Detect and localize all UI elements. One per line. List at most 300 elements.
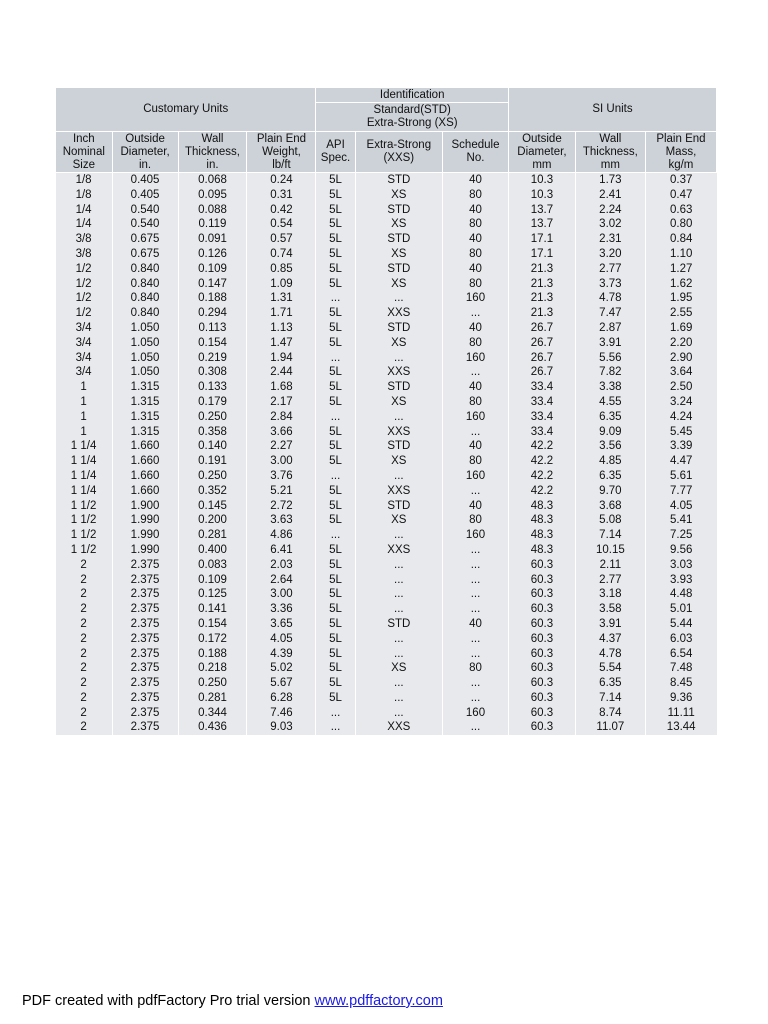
cell-api-spec: ... bbox=[316, 706, 355, 721]
cell-wall-thickness-in: 0.400 bbox=[178, 543, 247, 558]
cell-api-spec: 5L bbox=[316, 395, 355, 410]
table-row bbox=[56, 336, 717, 351]
cell-nominal-size: 1 1/4 bbox=[56, 454, 113, 469]
cell-outside-diameter-in: 1.660 bbox=[112, 484, 178, 499]
cell-wall-thickness-mm: 3.73 bbox=[575, 277, 645, 292]
cell-api-spec: 5L bbox=[316, 691, 355, 706]
cell-wall-thickness-in: 0.352 bbox=[178, 484, 247, 499]
column-header-line: Mass, bbox=[665, 145, 697, 158]
cell-wall-thickness-in: 0.147 bbox=[178, 277, 247, 292]
cell-plain-end-weight: 1.13 bbox=[247, 321, 316, 336]
cell-nominal-size: 2 bbox=[56, 706, 113, 721]
cell-extra-strong: ... bbox=[355, 587, 443, 602]
cell-plain-end-weight: 3.66 bbox=[247, 425, 316, 440]
cell-outside-diameter-mm: 60.3 bbox=[508, 558, 575, 573]
cell-api-spec: 5L bbox=[316, 321, 355, 336]
cell-plain-end-mass: 2.55 bbox=[645, 306, 716, 321]
cell-plain-end-mass: 0.47 bbox=[645, 188, 716, 203]
cell-outside-diameter-in: 2.375 bbox=[112, 573, 178, 588]
cell-plain-end-mass: 9.36 bbox=[645, 691, 716, 706]
cell-extra-strong: XS bbox=[355, 395, 443, 410]
table-row bbox=[56, 351, 717, 366]
cell-nominal-size: 2 bbox=[56, 647, 113, 662]
cell-outside-diameter-mm: 21.3 bbox=[508, 306, 575, 321]
cell-outside-diameter-in: 1.990 bbox=[112, 528, 178, 543]
cell-wall-thickness-in: 0.088 bbox=[178, 203, 247, 218]
cell-schedule-no: ... bbox=[443, 632, 509, 647]
cell-outside-diameter-in: 0.405 bbox=[112, 173, 178, 188]
cell-wall-thickness-in: 0.200 bbox=[178, 513, 247, 528]
table-row bbox=[56, 499, 717, 514]
cell-plain-end-mass: 0.84 bbox=[645, 232, 716, 247]
cell-wall-thickness-in: 0.188 bbox=[178, 647, 247, 662]
cell-wall-thickness-mm: 3.18 bbox=[575, 587, 645, 602]
cell-schedule-no: ... bbox=[443, 587, 509, 602]
cell-wall-thickness-mm: 8.74 bbox=[575, 706, 645, 721]
cell-wall-thickness-mm: 4.78 bbox=[575, 291, 645, 306]
cell-schedule-no: 40 bbox=[443, 232, 509, 247]
cell-outside-diameter-mm: 60.3 bbox=[508, 720, 575, 735]
cell-api-spec: ... bbox=[316, 528, 355, 543]
cell-outside-diameter-mm: 33.4 bbox=[508, 395, 575, 410]
cell-schedule-no: 80 bbox=[443, 247, 509, 262]
cell-wall-thickness-mm: 9.70 bbox=[575, 484, 645, 499]
cell-extra-strong: STD bbox=[355, 439, 443, 454]
cell-nominal-size: 2 bbox=[56, 558, 113, 573]
cell-nominal-size: 3/8 bbox=[56, 247, 113, 262]
cell-nominal-size: 1/8 bbox=[56, 188, 113, 203]
cell-plain-end-mass: 4.47 bbox=[645, 454, 716, 469]
table-row bbox=[56, 528, 717, 543]
cell-outside-diameter-in: 2.375 bbox=[112, 691, 178, 706]
cell-nominal-size: 1 1/2 bbox=[56, 528, 113, 543]
cell-plain-end-weight: 1.94 bbox=[247, 351, 316, 366]
column-header-line: Plain End bbox=[656, 132, 706, 145]
cell-extra-strong: XS bbox=[355, 247, 443, 262]
cell-outside-diameter-in: 0.840 bbox=[112, 262, 178, 277]
cell-plain-end-mass: 5.41 bbox=[645, 513, 716, 528]
cell-plain-end-mass: 8.45 bbox=[645, 676, 716, 691]
column-header-wall-thickness-in bbox=[178, 132, 247, 173]
cell-wall-thickness-in: 0.083 bbox=[178, 558, 247, 573]
cell-wall-thickness-in: 0.154 bbox=[178, 617, 247, 632]
cell-wall-thickness-in: 0.294 bbox=[178, 306, 247, 321]
cell-extra-strong: XS bbox=[355, 454, 443, 469]
cell-plain-end-weight: 1.47 bbox=[247, 336, 316, 351]
cell-extra-strong: ... bbox=[355, 706, 443, 721]
cell-outside-diameter-mm: 10.3 bbox=[508, 188, 575, 203]
cell-api-spec: 5L bbox=[316, 602, 355, 617]
cell-api-spec: 5L bbox=[316, 380, 355, 395]
cell-extra-strong: ... bbox=[355, 691, 443, 706]
cell-wall-thickness-in: 0.125 bbox=[178, 587, 247, 602]
column-header-plain-end-mass bbox=[645, 132, 716, 173]
cell-wall-thickness-in: 0.172 bbox=[178, 632, 247, 647]
cell-wall-thickness-in: 0.436 bbox=[178, 720, 247, 735]
cell-plain-end-mass: 5.01 bbox=[645, 602, 716, 617]
cell-plain-end-mass: 6.54 bbox=[645, 647, 716, 662]
cell-schedule-no: 160 bbox=[443, 469, 509, 484]
column-header-line: Diameter, bbox=[120, 145, 170, 158]
cell-extra-strong: ... bbox=[355, 410, 443, 425]
cell-outside-diameter-mm: 33.4 bbox=[508, 425, 575, 440]
cell-api-spec: ... bbox=[316, 410, 355, 425]
cell-outside-diameter-mm: 26.7 bbox=[508, 365, 575, 380]
cell-outside-diameter-mm: 42.2 bbox=[508, 469, 575, 484]
cell-outside-diameter-in: 1.660 bbox=[112, 439, 178, 454]
cell-api-spec: 5L bbox=[316, 262, 355, 277]
cell-nominal-size: 1 bbox=[56, 380, 113, 395]
column-header-outside-diameter-mm bbox=[508, 132, 575, 173]
cell-extra-strong: XXS bbox=[355, 306, 443, 321]
cell-outside-diameter-in: 2.375 bbox=[112, 587, 178, 602]
cell-wall-thickness-mm: 11.07 bbox=[575, 720, 645, 735]
cell-wall-thickness-mm: 2.87 bbox=[575, 321, 645, 336]
cell-plain-end-weight: 2.84 bbox=[247, 410, 316, 425]
cell-wall-thickness-in: 0.281 bbox=[178, 528, 247, 543]
customary-units-header: Customary Units bbox=[56, 88, 316, 132]
cell-wall-thickness-mm: 4.85 bbox=[575, 454, 645, 469]
table-row bbox=[56, 661, 717, 676]
cell-api-spec: 5L bbox=[316, 454, 355, 469]
cell-outside-diameter-mm: 42.2 bbox=[508, 454, 575, 469]
table-row bbox=[56, 217, 717, 232]
column-header-line: Thickness, bbox=[185, 145, 240, 158]
table-row bbox=[56, 203, 717, 218]
column-header-line: kg/m bbox=[668, 158, 694, 171]
table-row bbox=[56, 691, 717, 706]
cell-schedule-no: 160 bbox=[443, 410, 509, 425]
cell-wall-thickness-mm: 3.20 bbox=[575, 247, 645, 262]
cell-plain-end-weight: 4.86 bbox=[247, 528, 316, 543]
cell-plain-end-mass: 3.24 bbox=[645, 395, 716, 410]
column-header-line: Inch bbox=[72, 132, 95, 145]
cell-api-spec: 5L bbox=[316, 573, 355, 588]
table-row bbox=[56, 365, 717, 380]
cell-plain-end-weight: 4.39 bbox=[247, 647, 316, 662]
cell-extra-strong: STD bbox=[355, 617, 443, 632]
column-header-line: (XXS) bbox=[383, 152, 415, 164]
table-row bbox=[56, 513, 717, 528]
table-row bbox=[56, 720, 717, 735]
cell-plain-end-weight: 5.21 bbox=[247, 484, 316, 499]
cell-plain-end-mass: 1.10 bbox=[645, 247, 716, 262]
cell-outside-diameter-mm: 60.3 bbox=[508, 602, 575, 617]
table-row bbox=[56, 469, 717, 484]
cell-nominal-size: 1/2 bbox=[56, 262, 113, 277]
cell-wall-thickness-mm: 3.68 bbox=[575, 499, 645, 514]
cell-wall-thickness-mm: 10.15 bbox=[575, 543, 645, 558]
cell-schedule-no: ... bbox=[443, 425, 509, 440]
cell-outside-diameter-in: 0.540 bbox=[112, 203, 178, 218]
cell-plain-end-mass: 4.24 bbox=[645, 410, 716, 425]
column-header-line: Extra-Strong bbox=[366, 139, 432, 151]
cell-plain-end-mass: 1.95 bbox=[645, 291, 716, 306]
cell-schedule-no: 80 bbox=[443, 661, 509, 676]
cell-schedule-no: ... bbox=[443, 484, 509, 499]
cell-api-spec: 5L bbox=[316, 365, 355, 380]
cell-outside-diameter-in: 2.375 bbox=[112, 602, 178, 617]
identification-subheader-line: Extra-Strong (XS) bbox=[366, 117, 458, 129]
cell-wall-thickness-in: 0.250 bbox=[178, 469, 247, 484]
cell-nominal-size: 1/2 bbox=[56, 291, 113, 306]
cell-schedule-no: 80 bbox=[443, 513, 509, 528]
cell-outside-diameter-in: 0.840 bbox=[112, 277, 178, 292]
table-row bbox=[56, 706, 717, 721]
cell-api-spec: ... bbox=[316, 291, 355, 306]
cell-plain-end-mass: 9.56 bbox=[645, 543, 716, 558]
cell-nominal-size: 2 bbox=[56, 661, 113, 676]
cell-wall-thickness-mm: 5.56 bbox=[575, 351, 645, 366]
cell-wall-thickness-in: 0.219 bbox=[178, 351, 247, 366]
cell-wall-thickness-mm: 7.82 bbox=[575, 365, 645, 380]
table-row bbox=[56, 647, 717, 662]
cell-api-spec: 5L bbox=[316, 484, 355, 499]
column-header-schedule-no bbox=[443, 132, 509, 173]
cell-outside-diameter-in: 0.840 bbox=[112, 291, 178, 306]
cell-wall-thickness-mm: 2.77 bbox=[575, 262, 645, 277]
cell-outside-diameter-mm: 10.3 bbox=[508, 173, 575, 188]
cell-schedule-no: ... bbox=[443, 306, 509, 321]
cell-api-spec: 5L bbox=[316, 499, 355, 514]
cell-outside-diameter-in: 0.840 bbox=[112, 306, 178, 321]
cell-nominal-size: 3/4 bbox=[56, 336, 113, 351]
cell-extra-strong: XS bbox=[355, 277, 443, 292]
cell-wall-thickness-mm: 6.35 bbox=[575, 469, 645, 484]
cell-wall-thickness-in: 0.145 bbox=[178, 499, 247, 514]
cell-outside-diameter-mm: 21.3 bbox=[508, 291, 575, 306]
cell-plain-end-mass: 0.37 bbox=[645, 173, 716, 188]
cell-schedule-no: ... bbox=[443, 365, 509, 380]
cell-nominal-size: 3/4 bbox=[56, 351, 113, 366]
cell-nominal-size: 2 bbox=[56, 617, 113, 632]
cell-wall-thickness-in: 0.218 bbox=[178, 661, 247, 676]
cell-wall-thickness-mm: 3.91 bbox=[575, 617, 645, 632]
table-row bbox=[56, 380, 717, 395]
cell-outside-diameter-mm: 60.3 bbox=[508, 617, 575, 632]
cell-wall-thickness-mm: 1.73 bbox=[575, 173, 645, 188]
cell-wall-thickness-mm: 2.31 bbox=[575, 232, 645, 247]
cell-extra-strong: ... bbox=[355, 676, 443, 691]
cell-wall-thickness-mm: 3.56 bbox=[575, 439, 645, 454]
cell-nominal-size: 2 bbox=[56, 720, 113, 735]
identification-subheader bbox=[316, 103, 509, 132]
cell-api-spec: 5L bbox=[316, 513, 355, 528]
cell-wall-thickness-mm: 2.24 bbox=[575, 203, 645, 218]
cell-schedule-no: 160 bbox=[443, 706, 509, 721]
cell-plain-end-weight: 2.03 bbox=[247, 558, 316, 573]
cell-extra-strong: ... bbox=[355, 558, 443, 573]
cell-outside-diameter-in: 1.050 bbox=[112, 321, 178, 336]
cell-nominal-size: 1 bbox=[56, 410, 113, 425]
cell-outside-diameter-mm: 33.4 bbox=[508, 380, 575, 395]
cell-plain-end-mass: 13.44 bbox=[645, 720, 716, 735]
table-row bbox=[56, 425, 717, 440]
cell-plain-end-weight: 3.36 bbox=[247, 602, 316, 617]
cell-nominal-size: 1 1/4 bbox=[56, 484, 113, 499]
cell-wall-thickness-in: 0.250 bbox=[178, 676, 247, 691]
cell-outside-diameter-mm: 13.7 bbox=[508, 203, 575, 218]
cell-plain-end-mass: 0.63 bbox=[645, 203, 716, 218]
cell-api-spec: 5L bbox=[316, 203, 355, 218]
cell-outside-diameter-in: 2.375 bbox=[112, 720, 178, 735]
cell-schedule-no: 80 bbox=[443, 277, 509, 292]
cell-api-spec: ... bbox=[316, 720, 355, 735]
cell-outside-diameter-in: 2.375 bbox=[112, 558, 178, 573]
cell-plain-end-weight: 2.44 bbox=[247, 365, 316, 380]
cell-wall-thickness-mm: 3.02 bbox=[575, 217, 645, 232]
cell-outside-diameter-mm: 60.3 bbox=[508, 661, 575, 676]
cell-plain-end-mass: 7.48 bbox=[645, 661, 716, 676]
cell-outside-diameter-mm: 17.1 bbox=[508, 232, 575, 247]
cell-extra-strong: XXS bbox=[355, 365, 443, 380]
cell-outside-diameter-mm: 42.2 bbox=[508, 439, 575, 454]
table-row bbox=[56, 558, 717, 573]
cell-plain-end-weight: 3.65 bbox=[247, 617, 316, 632]
cell-wall-thickness-in: 0.179 bbox=[178, 395, 247, 410]
table-row bbox=[56, 173, 717, 188]
cell-outside-diameter-in: 1.315 bbox=[112, 410, 178, 425]
cell-nominal-size: 1 bbox=[56, 395, 113, 410]
cell-plain-end-weight: 3.00 bbox=[247, 454, 316, 469]
cell-plain-end-weight: 0.85 bbox=[247, 262, 316, 277]
cell-nominal-size: 3/4 bbox=[56, 365, 113, 380]
cell-nominal-size: 2 bbox=[56, 632, 113, 647]
cell-plain-end-weight: 3.63 bbox=[247, 513, 316, 528]
cell-api-spec: 5L bbox=[316, 676, 355, 691]
cell-plain-end-mass: 3.64 bbox=[645, 365, 716, 380]
cell-plain-end-mass: 4.48 bbox=[645, 587, 716, 602]
cell-outside-diameter-in: 1.990 bbox=[112, 543, 178, 558]
cell-plain-end-weight: 5.67 bbox=[247, 676, 316, 691]
table-row bbox=[56, 277, 717, 292]
cell-outside-diameter-in: 1.900 bbox=[112, 499, 178, 514]
cell-extra-strong: XXS bbox=[355, 543, 443, 558]
column-header-line: mm bbox=[600, 158, 620, 171]
identification-header: Identification bbox=[316, 88, 509, 103]
cell-extra-strong: XXS bbox=[355, 720, 443, 735]
table-row bbox=[56, 454, 717, 469]
cell-extra-strong: STD bbox=[355, 232, 443, 247]
cell-api-spec: 5L bbox=[316, 661, 355, 676]
column-header-line: lb/ft bbox=[272, 158, 291, 171]
table-row bbox=[56, 632, 717, 647]
cell-nominal-size: 2 bbox=[56, 691, 113, 706]
column-header-line: No. bbox=[466, 152, 485, 164]
cell-extra-strong: XS bbox=[355, 513, 443, 528]
cell-outside-diameter-in: 2.375 bbox=[112, 632, 178, 647]
table-row bbox=[56, 617, 717, 632]
cell-plain-end-mass: 2.50 bbox=[645, 380, 716, 395]
table-row bbox=[56, 439, 717, 454]
table-row bbox=[56, 543, 717, 558]
column-header-outside-diameter-in bbox=[112, 132, 178, 173]
cell-outside-diameter-in: 0.540 bbox=[112, 217, 178, 232]
cell-plain-end-weight: 0.74 bbox=[247, 247, 316, 262]
cell-extra-strong: ... bbox=[355, 351, 443, 366]
cell-plain-end-mass: 1.62 bbox=[645, 277, 716, 292]
cell-extra-strong: STD bbox=[355, 321, 443, 336]
cell-schedule-no: ... bbox=[443, 647, 509, 662]
cell-wall-thickness-mm: 3.38 bbox=[575, 380, 645, 395]
cell-outside-diameter-in: 2.375 bbox=[112, 617, 178, 632]
cell-api-spec: 5L bbox=[316, 277, 355, 292]
cell-plain-end-weight: 0.57 bbox=[247, 232, 316, 247]
cell-nominal-size: 2 bbox=[56, 587, 113, 602]
cell-plain-end-mass: 0.80 bbox=[645, 217, 716, 232]
cell-outside-diameter-mm: 33.4 bbox=[508, 410, 575, 425]
cell-plain-end-mass: 3.03 bbox=[645, 558, 716, 573]
cell-wall-thickness-in: 0.095 bbox=[178, 188, 247, 203]
cell-outside-diameter-mm: 48.3 bbox=[508, 513, 575, 528]
cell-api-spec: 5L bbox=[316, 247, 355, 262]
column-header-line: Outside bbox=[522, 132, 562, 145]
cell-wall-thickness-mm: 6.35 bbox=[575, 676, 645, 691]
cell-schedule-no: 80 bbox=[443, 454, 509, 469]
cell-plain-end-weight: 0.54 bbox=[247, 217, 316, 232]
table-row bbox=[56, 484, 717, 499]
cell-api-spec: 5L bbox=[316, 173, 355, 188]
cell-plain-end-weight: 3.00 bbox=[247, 587, 316, 602]
cell-api-spec: 5L bbox=[316, 306, 355, 321]
column-header-line: Schedule bbox=[451, 139, 500, 151]
table-row bbox=[56, 291, 717, 306]
cell-api-spec: 5L bbox=[316, 188, 355, 203]
cell-extra-strong: XS bbox=[355, 217, 443, 232]
cell-outside-diameter-mm: 48.3 bbox=[508, 543, 575, 558]
cell-outside-diameter-mm: 21.3 bbox=[508, 262, 575, 277]
cell-plain-end-weight: 5.02 bbox=[247, 661, 316, 676]
cell-schedule-no: 160 bbox=[443, 528, 509, 543]
pdffactory-link[interactable]: www.pdffactory.com bbox=[314, 993, 443, 1009]
cell-wall-thickness-mm: 4.55 bbox=[575, 395, 645, 410]
cell-plain-end-mass: 3.93 bbox=[645, 573, 716, 588]
cell-api-spec: 5L bbox=[316, 543, 355, 558]
cell-extra-strong: ... bbox=[355, 291, 443, 306]
column-header-line: Thickness, bbox=[582, 145, 638, 158]
cell-wall-thickness-in: 0.109 bbox=[178, 262, 247, 277]
cell-plain-end-weight: 6.28 bbox=[247, 691, 316, 706]
cell-wall-thickness-mm: 4.37 bbox=[575, 632, 645, 647]
cell-api-spec: 5L bbox=[316, 336, 355, 351]
cell-wall-thickness-mm: 4.78 bbox=[575, 647, 645, 662]
cell-extra-strong: ... bbox=[355, 647, 443, 662]
cell-outside-diameter-in: 2.375 bbox=[112, 676, 178, 691]
column-header-line: in. bbox=[138, 158, 152, 171]
table-row bbox=[56, 262, 717, 277]
table-row bbox=[56, 602, 717, 617]
column-header-line: Size bbox=[72, 158, 95, 171]
cell-plain-end-mass: 6.03 bbox=[645, 632, 716, 647]
si-units-header: SI Units bbox=[508, 88, 716, 132]
cell-outside-diameter-in: 0.405 bbox=[112, 188, 178, 203]
cell-outside-diameter-in: 1.660 bbox=[112, 454, 178, 469]
column-header-line: Plain End bbox=[256, 132, 307, 145]
cell-api-spec: 5L bbox=[316, 647, 355, 662]
cell-nominal-size: 1/4 bbox=[56, 203, 113, 218]
cell-plain-end-mass: 1.69 bbox=[645, 321, 716, 336]
cell-wall-thickness-mm: 2.11 bbox=[575, 558, 645, 573]
column-header-line: mm bbox=[532, 158, 552, 171]
cell-wall-thickness-in: 0.091 bbox=[178, 232, 247, 247]
cell-plain-end-weight: 2.17 bbox=[247, 395, 316, 410]
cell-wall-thickness-in: 0.068 bbox=[178, 173, 247, 188]
cell-outside-diameter-in: 1.315 bbox=[112, 425, 178, 440]
cell-plain-end-weight: 1.71 bbox=[247, 306, 316, 321]
cell-outside-diameter-mm: 60.3 bbox=[508, 632, 575, 647]
cell-wall-thickness-mm: 3.91 bbox=[575, 336, 645, 351]
cell-plain-end-mass: 5.44 bbox=[645, 617, 716, 632]
